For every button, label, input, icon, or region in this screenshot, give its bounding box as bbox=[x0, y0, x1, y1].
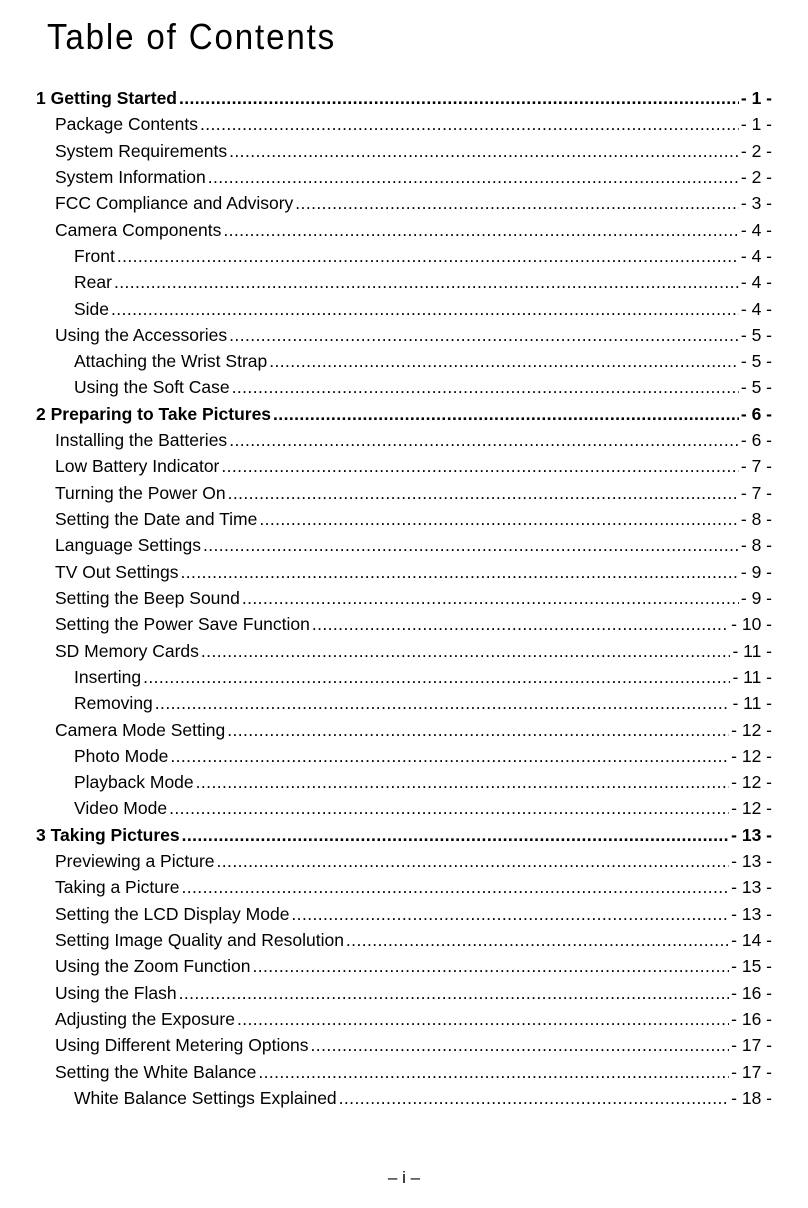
toc-entry-label: Rear bbox=[74, 272, 112, 293]
toc-dot-leader bbox=[229, 322, 739, 348]
toc-dot-leader bbox=[237, 1006, 729, 1032]
toc-entry[interactable] bbox=[36, 664, 772, 690]
toc-entry-page: - 6 - bbox=[740, 403, 772, 424]
toc-entry-page: - 7 - bbox=[740, 456, 772, 477]
toc-dot-leader bbox=[182, 822, 730, 848]
toc-dot-leader bbox=[200, 111, 739, 137]
toc-entry-label: Attaching the Wrist Strap bbox=[74, 351, 268, 372]
toc-dot-leader bbox=[117, 243, 739, 269]
toc-entry[interactable] bbox=[36, 480, 772, 506]
toc-entry-page: - 15 - bbox=[731, 956, 772, 977]
toc-entry-page: - 2 - bbox=[740, 166, 772, 187]
toc-entry-label: Previewing a Picture bbox=[55, 851, 215, 872]
toc-entry-label: Using the Accessories bbox=[55, 324, 228, 345]
toc-dot-leader bbox=[143, 664, 730, 690]
toc-dot-leader bbox=[229, 427, 739, 453]
toc-entry[interactable] bbox=[36, 85, 772, 111]
toc-entry[interactable] bbox=[36, 111, 772, 137]
toc-entry-label: Setting the LCD Display Mode bbox=[55, 903, 290, 924]
toc-entry-page: - 12 - bbox=[731, 745, 772, 766]
toc-entry-label: Camera Mode Setting bbox=[55, 719, 226, 740]
toc-entry-label: Adjusting the Exposure bbox=[55, 1008, 235, 1029]
toc-dot-leader bbox=[111, 296, 739, 322]
toc-dot-leader bbox=[229, 138, 739, 164]
toc-entry[interactable] bbox=[36, 743, 772, 769]
toc-entry-page: - 14 - bbox=[731, 930, 772, 950]
toc-entry-label: SD Memory Cards bbox=[55, 640, 199, 661]
toc-entry-page: - 3 - bbox=[740, 193, 772, 214]
toc-entry-label: Using the Zoom Function bbox=[55, 956, 251, 977]
toc-dot-leader bbox=[182, 874, 730, 900]
toc-entry-label: System Requirements bbox=[55, 140, 228, 161]
toc-entry[interactable] bbox=[36, 217, 772, 243]
toc-entry[interactable] bbox=[36, 585, 772, 611]
toc-entry[interactable] bbox=[36, 322, 772, 348]
toc-entry[interactable] bbox=[36, 874, 772, 900]
toc-dot-leader bbox=[339, 1085, 729, 1111]
toc-entry-label: Package Contents bbox=[55, 114, 199, 135]
toc-list bbox=[36, 85, 772, 1111]
toc-entry[interactable] bbox=[36, 638, 772, 664]
toc-entry[interactable] bbox=[36, 769, 772, 795]
toc-entry[interactable] bbox=[36, 269, 772, 295]
toc-dot-leader bbox=[114, 269, 739, 295]
toc-entry-page: - 4 - bbox=[740, 245, 772, 266]
toc-dot-leader bbox=[221, 453, 738, 479]
toc-dot-leader bbox=[155, 690, 731, 716]
toc-entry-page: - 4 - bbox=[740, 272, 772, 293]
toc-entry[interactable] bbox=[36, 848, 772, 874]
toc-entry[interactable] bbox=[36, 453, 772, 479]
toc-entry-page: - 8 - bbox=[740, 509, 772, 529]
toc-entry[interactable] bbox=[36, 980, 772, 1006]
toc-entry[interactable] bbox=[36, 164, 772, 190]
toc-entry-page: - 8 - bbox=[740, 535, 772, 556]
toc-dot-leader bbox=[232, 374, 739, 400]
toc-entry[interactable] bbox=[36, 611, 772, 637]
toc-entry-page: - 11 - bbox=[732, 693, 772, 714]
toc-entry-label: Language Settings bbox=[55, 535, 201, 556]
toc-dot-leader bbox=[273, 401, 739, 427]
toc-entry-page: - 13 - bbox=[731, 877, 772, 898]
toc-entry-page: - 5 - bbox=[740, 351, 772, 372]
toc-entry-label: 1 Getting Started bbox=[36, 88, 177, 108]
toc-entry[interactable] bbox=[36, 532, 772, 558]
toc-entry-page: - 9 - bbox=[740, 561, 772, 582]
toc-entry-label: Setting the Power Save Function bbox=[55, 614, 310, 635]
toc-entry[interactable] bbox=[36, 138, 772, 164]
toc-entry-page: - 6 - bbox=[740, 430, 772, 451]
toc-dot-leader bbox=[253, 953, 730, 979]
toc-entry[interactable] bbox=[36, 953, 772, 979]
toc-dot-leader bbox=[269, 348, 739, 374]
toc-entry[interactable] bbox=[36, 559, 772, 585]
toc-entry-page: - 12 - bbox=[731, 798, 772, 819]
toc-entry-page: - 2 - bbox=[740, 140, 772, 161]
toc-dot-leader bbox=[201, 638, 731, 664]
toc-dot-leader bbox=[291, 901, 729, 927]
toc-entry-page: - 5 - bbox=[740, 324, 772, 345]
toc-entry[interactable] bbox=[36, 927, 772, 953]
toc-entry[interactable] bbox=[36, 1032, 772, 1058]
toc-entry-page: - 13 - bbox=[731, 851, 772, 872]
toc-entry-label: Setting the Beep Sound bbox=[55, 587, 240, 608]
toc-entry-label: 3 Taking Pictures bbox=[36, 824, 180, 845]
toc-entry-page: - 12 - bbox=[731, 719, 772, 740]
toc-entry-page: - 11 - bbox=[732, 666, 772, 687]
toc-entry[interactable] bbox=[36, 348, 772, 374]
toc-entry-page: - 13 - bbox=[731, 903, 772, 924]
toc-dot-leader bbox=[295, 190, 739, 216]
toc-entry-page: - 4 - bbox=[740, 219, 772, 240]
toc-dot-leader bbox=[228, 480, 739, 506]
page-title: Table of Contents bbox=[47, 16, 337, 57]
toc-entry-label: 2 Preparing to Take Pictures bbox=[36, 403, 272, 424]
toc-entry-label: Video Mode bbox=[74, 798, 168, 819]
toc-entry-label: Using Different Metering Options bbox=[55, 1035, 309, 1056]
toc-dot-leader bbox=[179, 980, 730, 1006]
toc-entry-label: Front bbox=[74, 245, 115, 266]
toc-dot-leader bbox=[223, 217, 739, 243]
toc-entry-label: Low Battery Indicator bbox=[55, 456, 220, 477]
toc-dot-leader bbox=[311, 1032, 730, 1058]
toc-entry[interactable] bbox=[36, 901, 772, 927]
toc-entry[interactable] bbox=[36, 374, 772, 400]
toc-entry[interactable] bbox=[36, 190, 772, 216]
toc-entry-label: FCC Compliance and Advisory bbox=[55, 193, 294, 214]
toc-entry-label: Setting the Date and Time bbox=[55, 509, 258, 529]
toc-dot-leader bbox=[259, 506, 739, 532]
toc-dot-leader bbox=[208, 164, 739, 190]
toc-dot-leader bbox=[346, 927, 729, 953]
toc-entry[interactable] bbox=[36, 243, 772, 269]
page-number-footer: – i – bbox=[387, 1168, 421, 1187]
toc-entry[interactable] bbox=[36, 401, 772, 427]
toc-entry[interactable] bbox=[36, 822, 772, 848]
toc-entry-label: Inserting bbox=[74, 666, 142, 687]
toc-entry[interactable] bbox=[36, 1085, 772, 1111]
toc-dot-leader bbox=[179, 85, 739, 111]
toc-entry[interactable] bbox=[36, 427, 772, 453]
toc-dot-leader bbox=[312, 611, 729, 637]
toc-entry-label: Taking a Picture bbox=[55, 877, 180, 898]
toc-dot-leader bbox=[227, 717, 729, 743]
toc-entry-label: Photo Mode bbox=[74, 745, 169, 766]
toc-entry-page: - 18 - bbox=[731, 1087, 772, 1108]
toc-entry-page: - 12 - bbox=[731, 772, 772, 793]
toc-entry[interactable] bbox=[36, 296, 772, 322]
toc-dot-leader bbox=[196, 769, 729, 795]
toc-entry-label: Using the Flash bbox=[55, 982, 177, 1003]
toc-entry-page: - 16 - bbox=[731, 982, 772, 1003]
toc-dot-leader bbox=[217, 848, 730, 874]
toc-entry-label: Using the Soft Case bbox=[74, 377, 230, 398]
toc-entry[interactable] bbox=[36, 690, 772, 716]
toc-entry-page: - 10 - bbox=[731, 614, 772, 635]
toc-entry-page: - 1 - bbox=[740, 114, 772, 135]
toc-entry[interactable] bbox=[36, 717, 772, 743]
toc-entry-page: - 16 - bbox=[731, 1008, 772, 1029]
toc-dot-leader bbox=[181, 559, 739, 585]
toc-dot-leader bbox=[170, 743, 729, 769]
toc-entry-label: White Balance Settings Explained bbox=[74, 1087, 337, 1108]
toc-dot-leader bbox=[242, 585, 739, 611]
toc-entry[interactable] bbox=[36, 1059, 772, 1085]
toc-entry-label: Camera Components bbox=[55, 219, 222, 240]
toc-entry-page: - 4 - bbox=[740, 298, 772, 319]
toc-entry-label: Turning the Power On bbox=[55, 482, 226, 503]
toc-entry[interactable] bbox=[36, 506, 772, 532]
toc-entry-page: - 13 - bbox=[731, 824, 772, 845]
toc-entry-label: TV Out Settings bbox=[55, 561, 179, 582]
toc-dot-leader bbox=[169, 795, 729, 821]
toc-entry-label: Side bbox=[74, 298, 110, 319]
toc-entry-page: - 17 - bbox=[731, 1035, 772, 1056]
toc-entry-page: - 9 - bbox=[740, 587, 772, 608]
toc-entry-label: System Information bbox=[55, 166, 206, 187]
toc-dot-leader bbox=[203, 532, 739, 558]
toc-entry[interactable] bbox=[36, 1006, 772, 1032]
toc-entry-label: Setting the White Balance bbox=[55, 1061, 257, 1082]
toc-entry-label: Playback Mode bbox=[74, 772, 194, 793]
toc-entry-label: Removing bbox=[74, 693, 153, 714]
toc-entry-page: - 11 - bbox=[732, 640, 772, 661]
toc-entry-label: Installing the Batteries bbox=[55, 430, 228, 451]
toc-entry-page: - 1 - bbox=[740, 88, 772, 108]
toc-entry-page: - 5 - bbox=[740, 377, 772, 398]
toc-entry-page: - 17 - bbox=[731, 1061, 772, 1082]
toc-entry-page: - 7 - bbox=[740, 482, 772, 503]
toc-dot-leader bbox=[258, 1059, 729, 1085]
toc-entry-label: Setting Image Quality and Resolution bbox=[55, 930, 344, 950]
toc-entry[interactable] bbox=[36, 795, 772, 821]
